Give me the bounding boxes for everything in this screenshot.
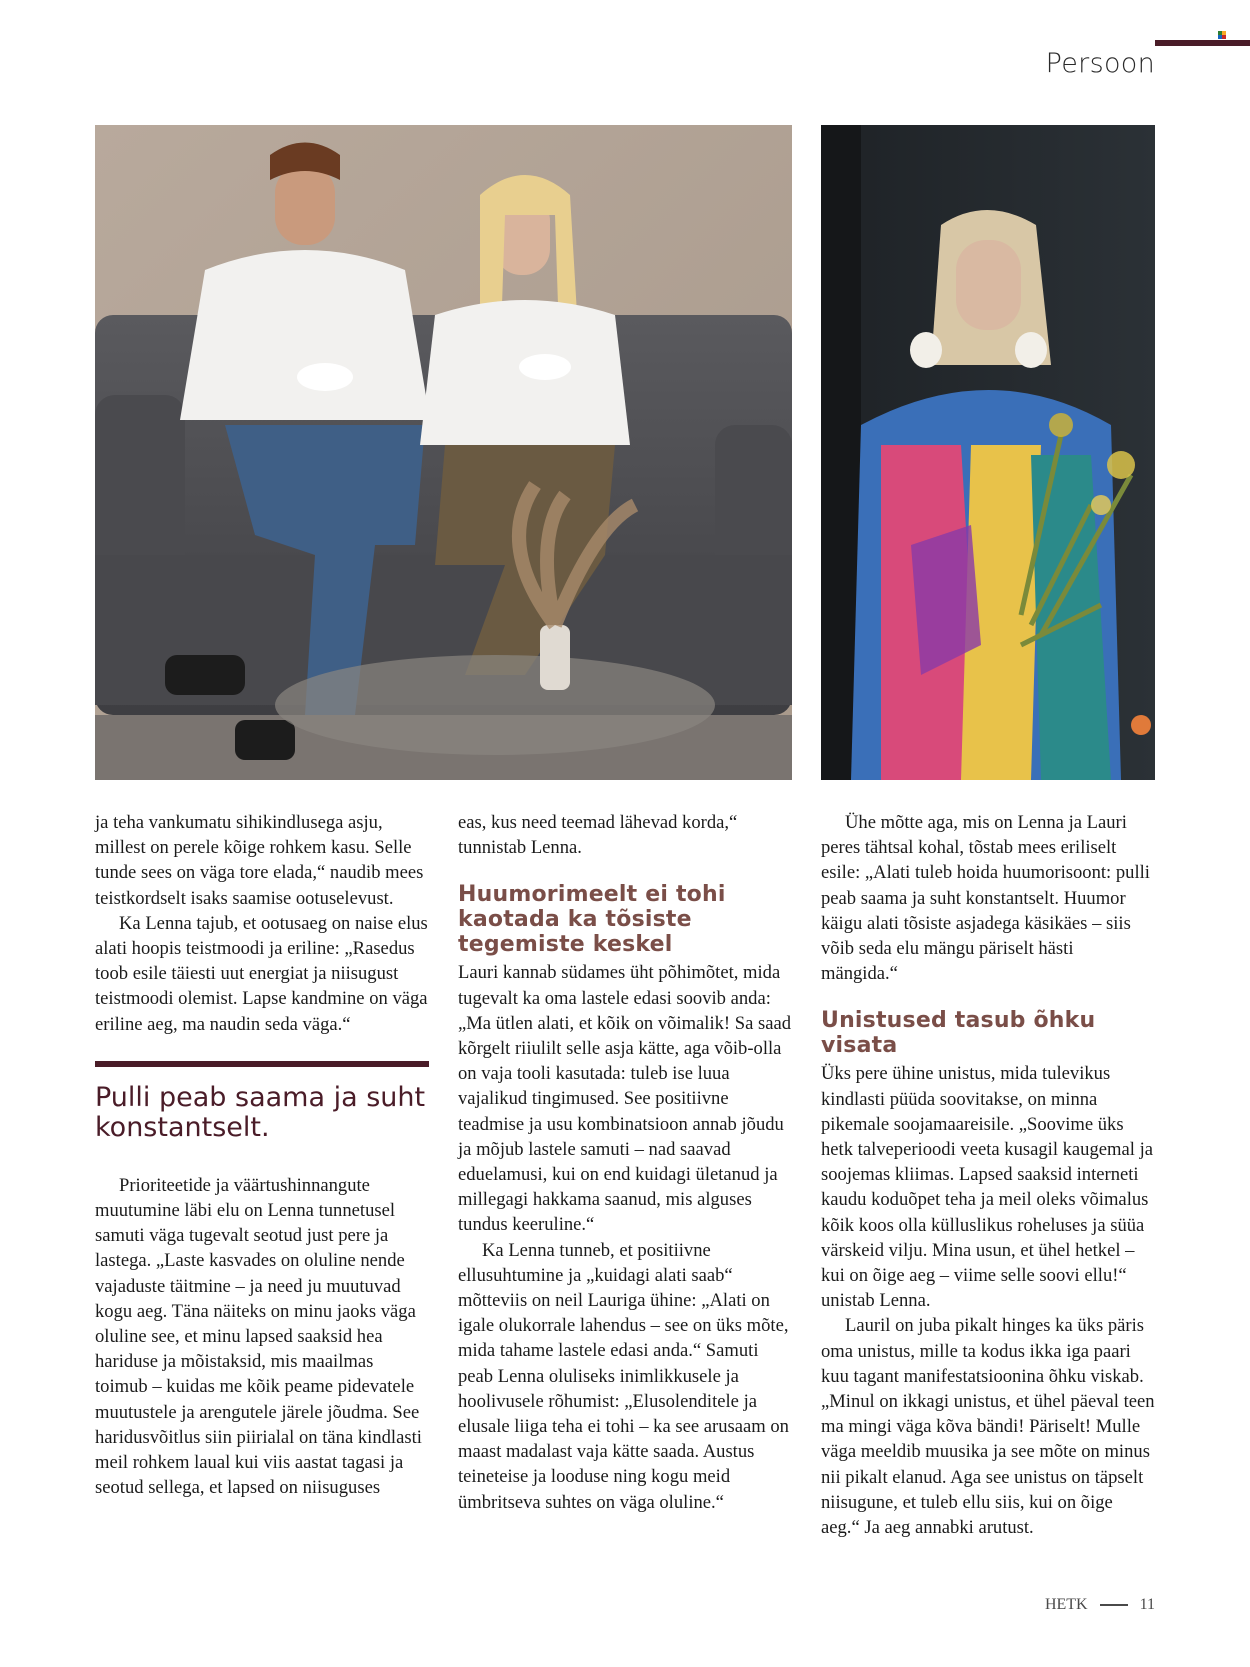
text-column-2	[458, 810, 792, 1515]
paragraph: Üks pere ühine unistus, mida tulevikus kindlasti püüda soovitakse, on minna pikemale soojamaareisile. „Soovime üks hetk talveperioodi veeta kusagil kaugemal ja soojemas kliimas. Lapsed saaksid interneti kaudu koduõpet teha ja meil oleks võimalus kõik koos olla külluslikus roheluses ja süüa värskeid vilju. Mina usun, et ühel hetkel – kui on õige aeg – viime selle soovi ellu!“ unistab Lenna.	[821, 1063, 1153, 1312]
paragraph: eas, kus need teemad lähevad korda,“ tunnistab Lenna.	[458, 812, 738, 859]
section-title: Persoon	[1045, 48, 1155, 79]
subheading: Huumorimeelt ei tohi kaotada ka tõsiste tegemiste keskel	[458, 882, 726, 958]
paragraph: Ka Lenna tajub, et ootusaeg on naise elus alati hoopis teistmoodi ja eriline: „Rasedus toob esile täiesti uut energiat ja niisugust teistmoodi olemist. Lapse kandmine on väga eriline aeg, ma naudin seda väga.“	[95, 912, 428, 1035]
text-column-3	[821, 810, 1155, 1540]
text-column-1	[95, 810, 429, 1500]
page-footer	[1045, 1596, 1155, 1614]
paragraph: Ühe mõtte aga, mis on Lenna ja Lauri peres tähtsal kohal, tõstab mees eriliselt esile: „Alati tuleb hoida huumorisoont: pulli peab saama ja suht konstantselt. Huumor käigu alati tõsiste asjadega käsikäes – siis võib seda elu mängu päriselt hästi mängida.“	[821, 812, 1150, 985]
color-mark-icon	[1218, 31, 1226, 39]
footer-divider	[1100, 1604, 1128, 1606]
woman-with-flowers-photo	[821, 125, 1155, 780]
pull-quote: Pulli peab saama ja suht konstantselt.	[95, 1081, 426, 1143]
couple-on-sofa-photo	[95, 125, 792, 780]
paragraph: Lauril on juba pikalt hinges ka üks päris oma unistus, mille ta kodus ikka iga paari kuu tagant manifestatsioonina õhku viskab. „Minul on ikkagi unistus, et ühel päeval teen ma mingi väga kõva bändi! Päriselt! Mulle väga meeldib muusika ja see mõte on minus nii pikalt elanud. Aga see unistus on täpselt niisugune, et tuleb ellu siis, kui on õige aeg.“ Ja aeg annabki arutust.	[821, 1315, 1155, 1539]
subheading: Unistused tasub õhku visata	[821, 1008, 1096, 1059]
pull-quote-rule	[95, 1061, 429, 1067]
paragraph: Ka Lenna tunneb, et positiivne ellusuhtumine ja „kuidagi alati saab“ mõtteviis on neil Lauriga ühine: „Alati on igale olukorrale lahendus – see on üks mõte, mida tahame lastele edasi anda.“ Samuti peab Lenna oluliseks inimlikkusele ja hoolivusele rõhumist: „Elusolenditele ja elusale liiga teha ei tohi – ka see arusaam on maast madalast vaja kätte saada. Austus teineteise ja looduse ning kogu meid ümbritseva suhtes on väga oluline.“	[458, 1239, 789, 1513]
paragraph: ja teha vankumatu sihikindlusega asju, millest on perele kõige rohkem kasu. Selle tunde sees on väga tore elada,“ naudib mees teistkordselt isaks saamise ootuselevust.	[95, 812, 424, 909]
paragraph: Lauri kannab südames üht põhimõtet, mida tugevalt ka oma lastele edasi soovib anda: „Ma ütlen alati, et kõik on võimalik! Sa saad kõrgelt riiulilt selle asja kätte, aga võib-olla on vaja tooli kasutada: tuleb ise luua vajalikud tingimused. See positiivne teadmise ja usu kombinatsioon annab jõudu ja mõjub lastele samuti – nad saavad eduelamusi, kui on end kuidagi ületanud ja millegagi hakkama saanud, mis alguses tundus keeruline.“	[458, 962, 792, 1236]
paragraph: Prioriteetide ja väärtushinnangute muutumine läbi elu on Lenna tunnetusel samuti väga tugevalt seotud just pere ja lastega. „Laste kasvades on oluline nende vajaduste täitmine – ja need ju muutuvad kogu aeg. Täna näiteks on minu jaoks väga oluline see, et minu lapsed saaksid hea hariduse ja mõistaksid, mis maailmas toimub – kuidas me kõik peame pidevatele muutustele ja arengutele järele jõudma. See haridusvõitlus siin piirialal on täna kindlasti meil rohkem laual kui viis aastat tagasi ja seotud sellega, et lapsed on niisuguses	[95, 1174, 422, 1499]
magazine-name: HETK	[1044, 1596, 1088, 1613]
header-accent-bar	[1155, 40, 1250, 46]
page-number: 11	[1139, 1596, 1155, 1613]
